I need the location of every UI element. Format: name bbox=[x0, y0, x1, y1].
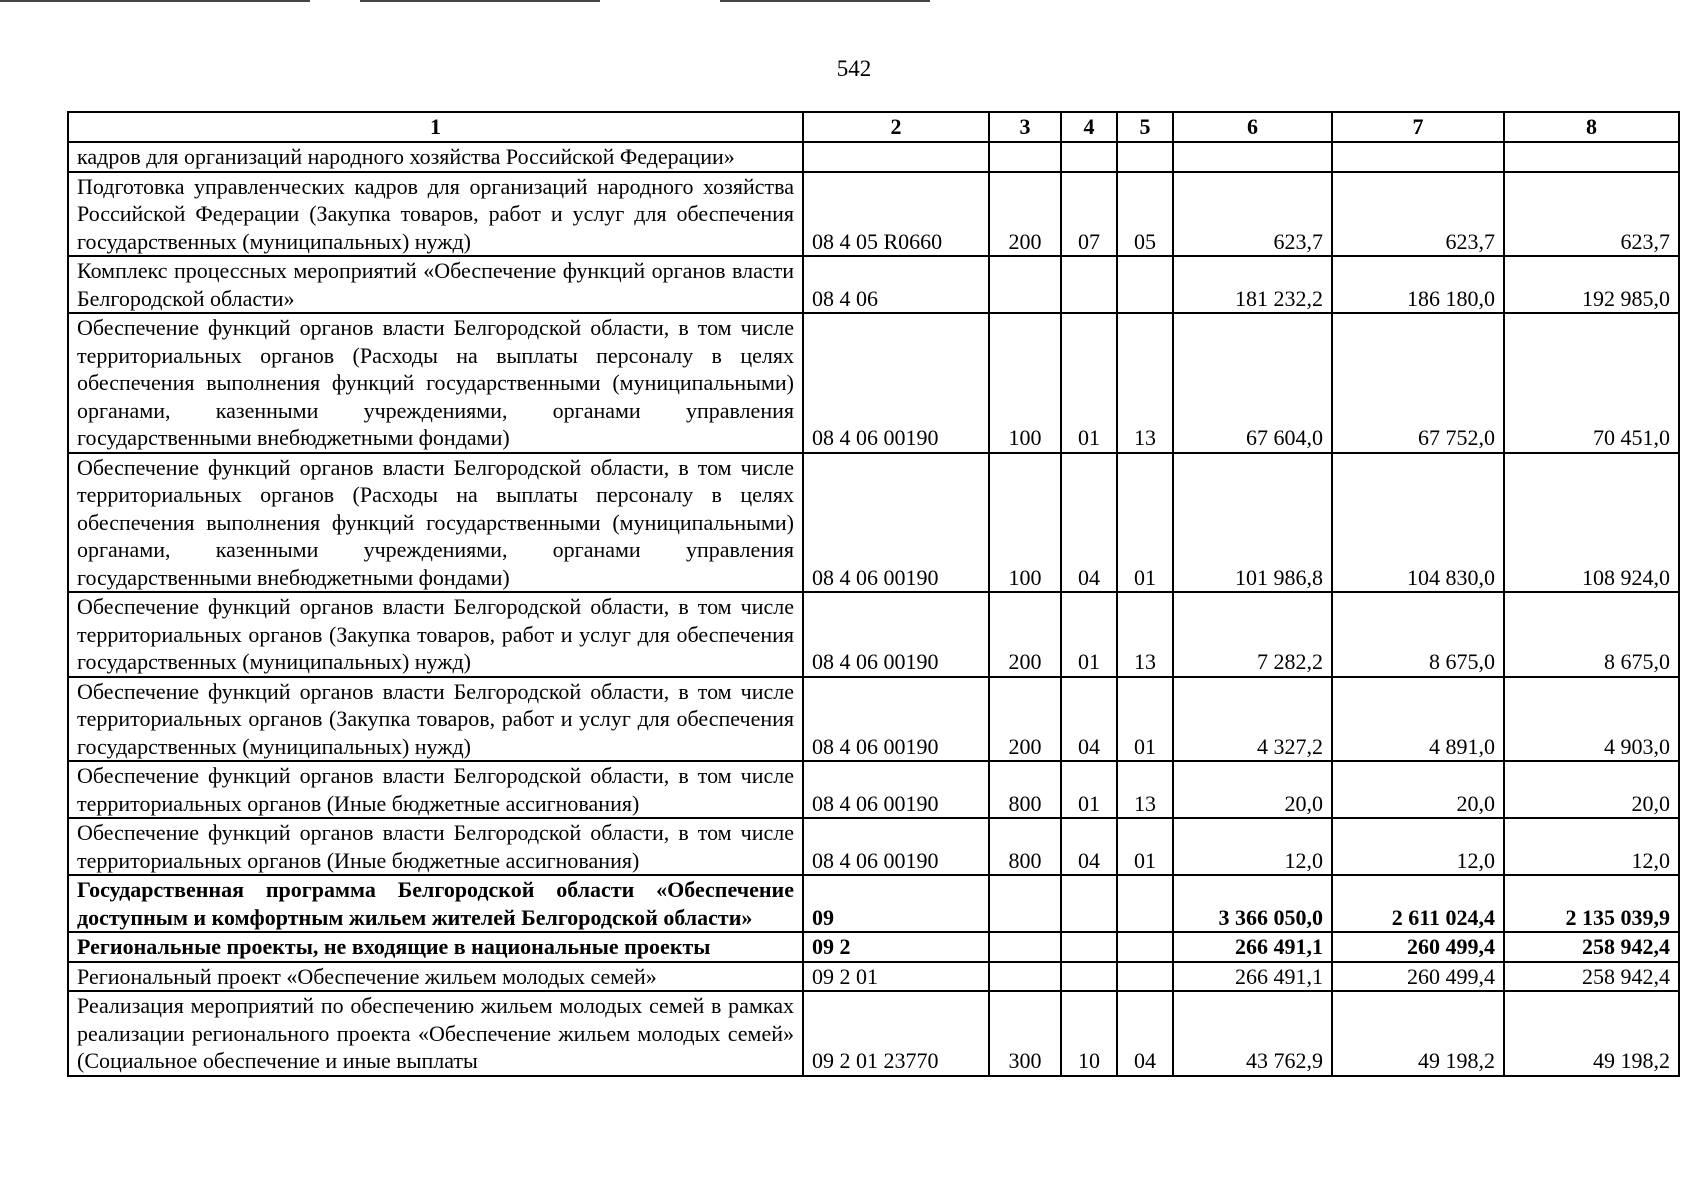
row-value-6: 266 491,1 bbox=[1173, 932, 1332, 962]
row-value-6: 67 604,0 bbox=[1173, 313, 1332, 453]
row-code: 09 2 bbox=[803, 932, 989, 962]
row-col5: 05 bbox=[1117, 172, 1173, 257]
row-col5: 01 bbox=[1117, 677, 1173, 762]
table-row bbox=[68, 592, 1679, 677]
row-code: 09 2 01 23770 bbox=[803, 991, 989, 1076]
row-col3 bbox=[989, 256, 1061, 313]
row-description: Обеспечение функций органов власти Белгородской области, в том числе территориальных органов (Закупка товаров, работ и услуг для обеспечения государственных (муниципальных) нужд) bbox=[68, 677, 803, 762]
row-description: Комплекс процессных мероприятий «Обеспечение функций органов власти Белгородской области» bbox=[68, 256, 803, 313]
table-row bbox=[68, 453, 1679, 593]
row-value-7: 104 830,0 bbox=[1332, 453, 1504, 593]
row-value-8: 2 135 039,9 bbox=[1504, 875, 1679, 932]
row-value-7: 260 499,4 bbox=[1332, 932, 1504, 962]
row-description: Подготовка управленческих кадров для организаций народного хозяйства Российской Федерации (Закупка товаров, работ и услуг для обеспечения государственных (муниципальных) нужд) bbox=[68, 172, 803, 257]
row-value-8: 12,0 bbox=[1504, 818, 1679, 875]
row-description: Региональный проект «Обеспечение жильем молодых семей» bbox=[68, 962, 803, 992]
row-value-6: 4 327,2 bbox=[1173, 677, 1332, 762]
row-col4: 07 bbox=[1061, 172, 1117, 257]
row-code: 08 4 06 00190 bbox=[803, 818, 989, 875]
row-value-7: 8 675,0 bbox=[1332, 592, 1504, 677]
row-col3: 300 bbox=[989, 991, 1061, 1076]
row-value-8: 20,0 bbox=[1504, 761, 1679, 818]
budget-table bbox=[67, 111, 1680, 1077]
column-header: 7 bbox=[1332, 112, 1504, 142]
row-col4: 01 bbox=[1061, 592, 1117, 677]
row-col4 bbox=[1061, 142, 1117, 172]
table-row bbox=[68, 875, 1679, 932]
column-header: 8 bbox=[1504, 112, 1679, 142]
row-col4: 04 bbox=[1061, 677, 1117, 762]
row-col3 bbox=[989, 142, 1061, 172]
scan-edge-line bbox=[720, 0, 930, 2]
row-value-7 bbox=[1332, 142, 1504, 172]
row-col3: 200 bbox=[989, 677, 1061, 762]
table-row bbox=[68, 256, 1679, 313]
row-value-6: 12,0 bbox=[1173, 818, 1332, 875]
row-code: 08 4 06 00190 bbox=[803, 592, 989, 677]
row-col5 bbox=[1117, 256, 1173, 313]
row-code: 08 4 06 00190 bbox=[803, 453, 989, 593]
row-code: 09 2 01 bbox=[803, 962, 989, 992]
row-col4: 04 bbox=[1061, 818, 1117, 875]
row-col4 bbox=[1061, 875, 1117, 932]
row-value-6: 7 282,2 bbox=[1173, 592, 1332, 677]
table-row bbox=[68, 172, 1679, 257]
row-description: кадров для организаций народного хозяйства Российской Федерации» bbox=[68, 142, 803, 172]
row-code: 09 bbox=[803, 875, 989, 932]
row-col5: 13 bbox=[1117, 761, 1173, 818]
table-header-row bbox=[68, 112, 1679, 142]
row-value-6: 101 986,8 bbox=[1173, 453, 1332, 593]
row-value-8: 4 903,0 bbox=[1504, 677, 1679, 762]
row-col5: 13 bbox=[1117, 592, 1173, 677]
row-value-6: 20,0 bbox=[1173, 761, 1332, 818]
row-value-7: 4 891,0 bbox=[1332, 677, 1504, 762]
row-col5 bbox=[1117, 875, 1173, 932]
row-col5 bbox=[1117, 142, 1173, 172]
row-col3: 800 bbox=[989, 761, 1061, 818]
row-value-6: 3 366 050,0 bbox=[1173, 875, 1332, 932]
table-row bbox=[68, 991, 1679, 1076]
row-code: 08 4 06 bbox=[803, 256, 989, 313]
row-col4: 10 bbox=[1061, 991, 1117, 1076]
row-col3: 100 bbox=[989, 453, 1061, 593]
row-value-6: 266 491,1 bbox=[1173, 962, 1332, 992]
row-value-8: 623,7 bbox=[1504, 172, 1679, 257]
row-col5: 01 bbox=[1117, 818, 1173, 875]
row-value-6: 623,7 bbox=[1173, 172, 1332, 257]
table-row bbox=[68, 932, 1679, 962]
row-value-7: 49 198,2 bbox=[1332, 991, 1504, 1076]
row-value-7: 623,7 bbox=[1332, 172, 1504, 257]
row-value-7: 260 499,4 bbox=[1332, 962, 1504, 992]
row-code: 08 4 06 00190 bbox=[803, 677, 989, 762]
row-col3 bbox=[989, 932, 1061, 962]
table-row bbox=[68, 142, 1679, 172]
row-value-8 bbox=[1504, 142, 1679, 172]
row-description: Государственная программа Белгородской области «Обеспечение доступным и комфортным жильем жителей Белгородской области» bbox=[68, 875, 803, 932]
scan-edge-line bbox=[0, 0, 310, 2]
column-header: 6 bbox=[1173, 112, 1332, 142]
row-col3 bbox=[989, 875, 1061, 932]
row-value-8: 108 924,0 bbox=[1504, 453, 1679, 593]
row-value-7: 20,0 bbox=[1332, 761, 1504, 818]
column-header: 3 bbox=[989, 112, 1061, 142]
row-value-6: 181 232,2 bbox=[1173, 256, 1332, 313]
row-col3: 800 bbox=[989, 818, 1061, 875]
row-value-6: 43 762,9 bbox=[1173, 991, 1332, 1076]
row-description: Региональные проекты, не входящие в национальные проекты bbox=[68, 932, 803, 962]
row-value-8: 258 942,4 bbox=[1504, 962, 1679, 992]
row-description: Обеспечение функций органов власти Белгородской области, в том числе территориальных органов (Закупка товаров, работ и услуг для обеспечения государственных (муниципальных) нужд) bbox=[68, 592, 803, 677]
row-value-8: 49 198,2 bbox=[1504, 991, 1679, 1076]
row-value-6 bbox=[1173, 142, 1332, 172]
column-header: 1 bbox=[68, 112, 803, 142]
row-col3: 100 bbox=[989, 313, 1061, 453]
table-row bbox=[68, 313, 1679, 453]
row-value-7: 67 752,0 bbox=[1332, 313, 1504, 453]
column-header: 5 bbox=[1117, 112, 1173, 142]
row-col3: 200 bbox=[989, 172, 1061, 257]
scan-edge-line bbox=[360, 0, 600, 2]
row-description: Реализация мероприятий по обеспечению жильем молодых семей в рамках реализации регионального проекта «Обеспечение жильем молодых семей» (Социальное обеспечение и иные выплаты bbox=[68, 991, 803, 1076]
row-value-8: 192 985,0 bbox=[1504, 256, 1679, 313]
table-row bbox=[68, 677, 1679, 762]
row-col4: 01 bbox=[1061, 313, 1117, 453]
page-number: 542 bbox=[836, 56, 872, 81]
table-row bbox=[68, 818, 1679, 875]
row-value-8: 8 675,0 bbox=[1504, 592, 1679, 677]
row-col3 bbox=[989, 962, 1061, 992]
row-col4: 01 bbox=[1061, 761, 1117, 818]
row-description: Обеспечение функций органов власти Белгородской области, в том числе территориальных органов (Расходы на выплаты персоналу в целях обеспечения выполнения функций государственными (муниципальными) органами, казенными учреждениями, органами управления государственными внебюджетными фондами) bbox=[68, 313, 803, 453]
row-code: 08 4 06 00190 bbox=[803, 313, 989, 453]
row-col4 bbox=[1061, 256, 1117, 313]
row-col5 bbox=[1117, 932, 1173, 962]
column-header: 4 bbox=[1061, 112, 1117, 142]
row-code bbox=[803, 142, 989, 172]
row-col5: 01 bbox=[1117, 453, 1173, 593]
row-col5: 04 bbox=[1117, 991, 1173, 1076]
row-description: Обеспечение функций органов власти Белгородской области, в том числе территориальных органов (Иные бюджетные ассигнования) bbox=[68, 761, 803, 818]
row-col5 bbox=[1117, 962, 1173, 992]
row-code: 08 4 05 R0660 bbox=[803, 172, 989, 257]
row-value-7: 12,0 bbox=[1332, 818, 1504, 875]
row-description: Обеспечение функций органов власти Белгородской области, в том числе территориальных органов (Расходы на выплаты персоналу в целях обеспечения выполнения функций государственными (муниципальными) органами, казенными учреждениями, органами управления государственными внебюджетными фондами) bbox=[68, 453, 803, 593]
row-col4 bbox=[1061, 962, 1117, 992]
row-col5: 13 bbox=[1117, 313, 1173, 453]
row-value-7: 2 611 024,4 bbox=[1332, 875, 1504, 932]
row-col4 bbox=[1061, 932, 1117, 962]
column-header: 2 bbox=[803, 112, 989, 142]
row-description: Обеспечение функций органов власти Белгородской области, в том числе территориальных органов (Иные бюджетные ассигнования) bbox=[68, 818, 803, 875]
row-code: 08 4 06 00190 bbox=[803, 761, 989, 818]
row-value-7: 186 180,0 bbox=[1332, 256, 1504, 313]
row-col3: 200 bbox=[989, 592, 1061, 677]
row-col4: 04 bbox=[1061, 453, 1117, 593]
row-value-8: 258 942,4 bbox=[1504, 932, 1679, 962]
row-value-8: 70 451,0 bbox=[1504, 313, 1679, 453]
table-row bbox=[68, 761, 1679, 818]
table-row bbox=[68, 962, 1679, 992]
